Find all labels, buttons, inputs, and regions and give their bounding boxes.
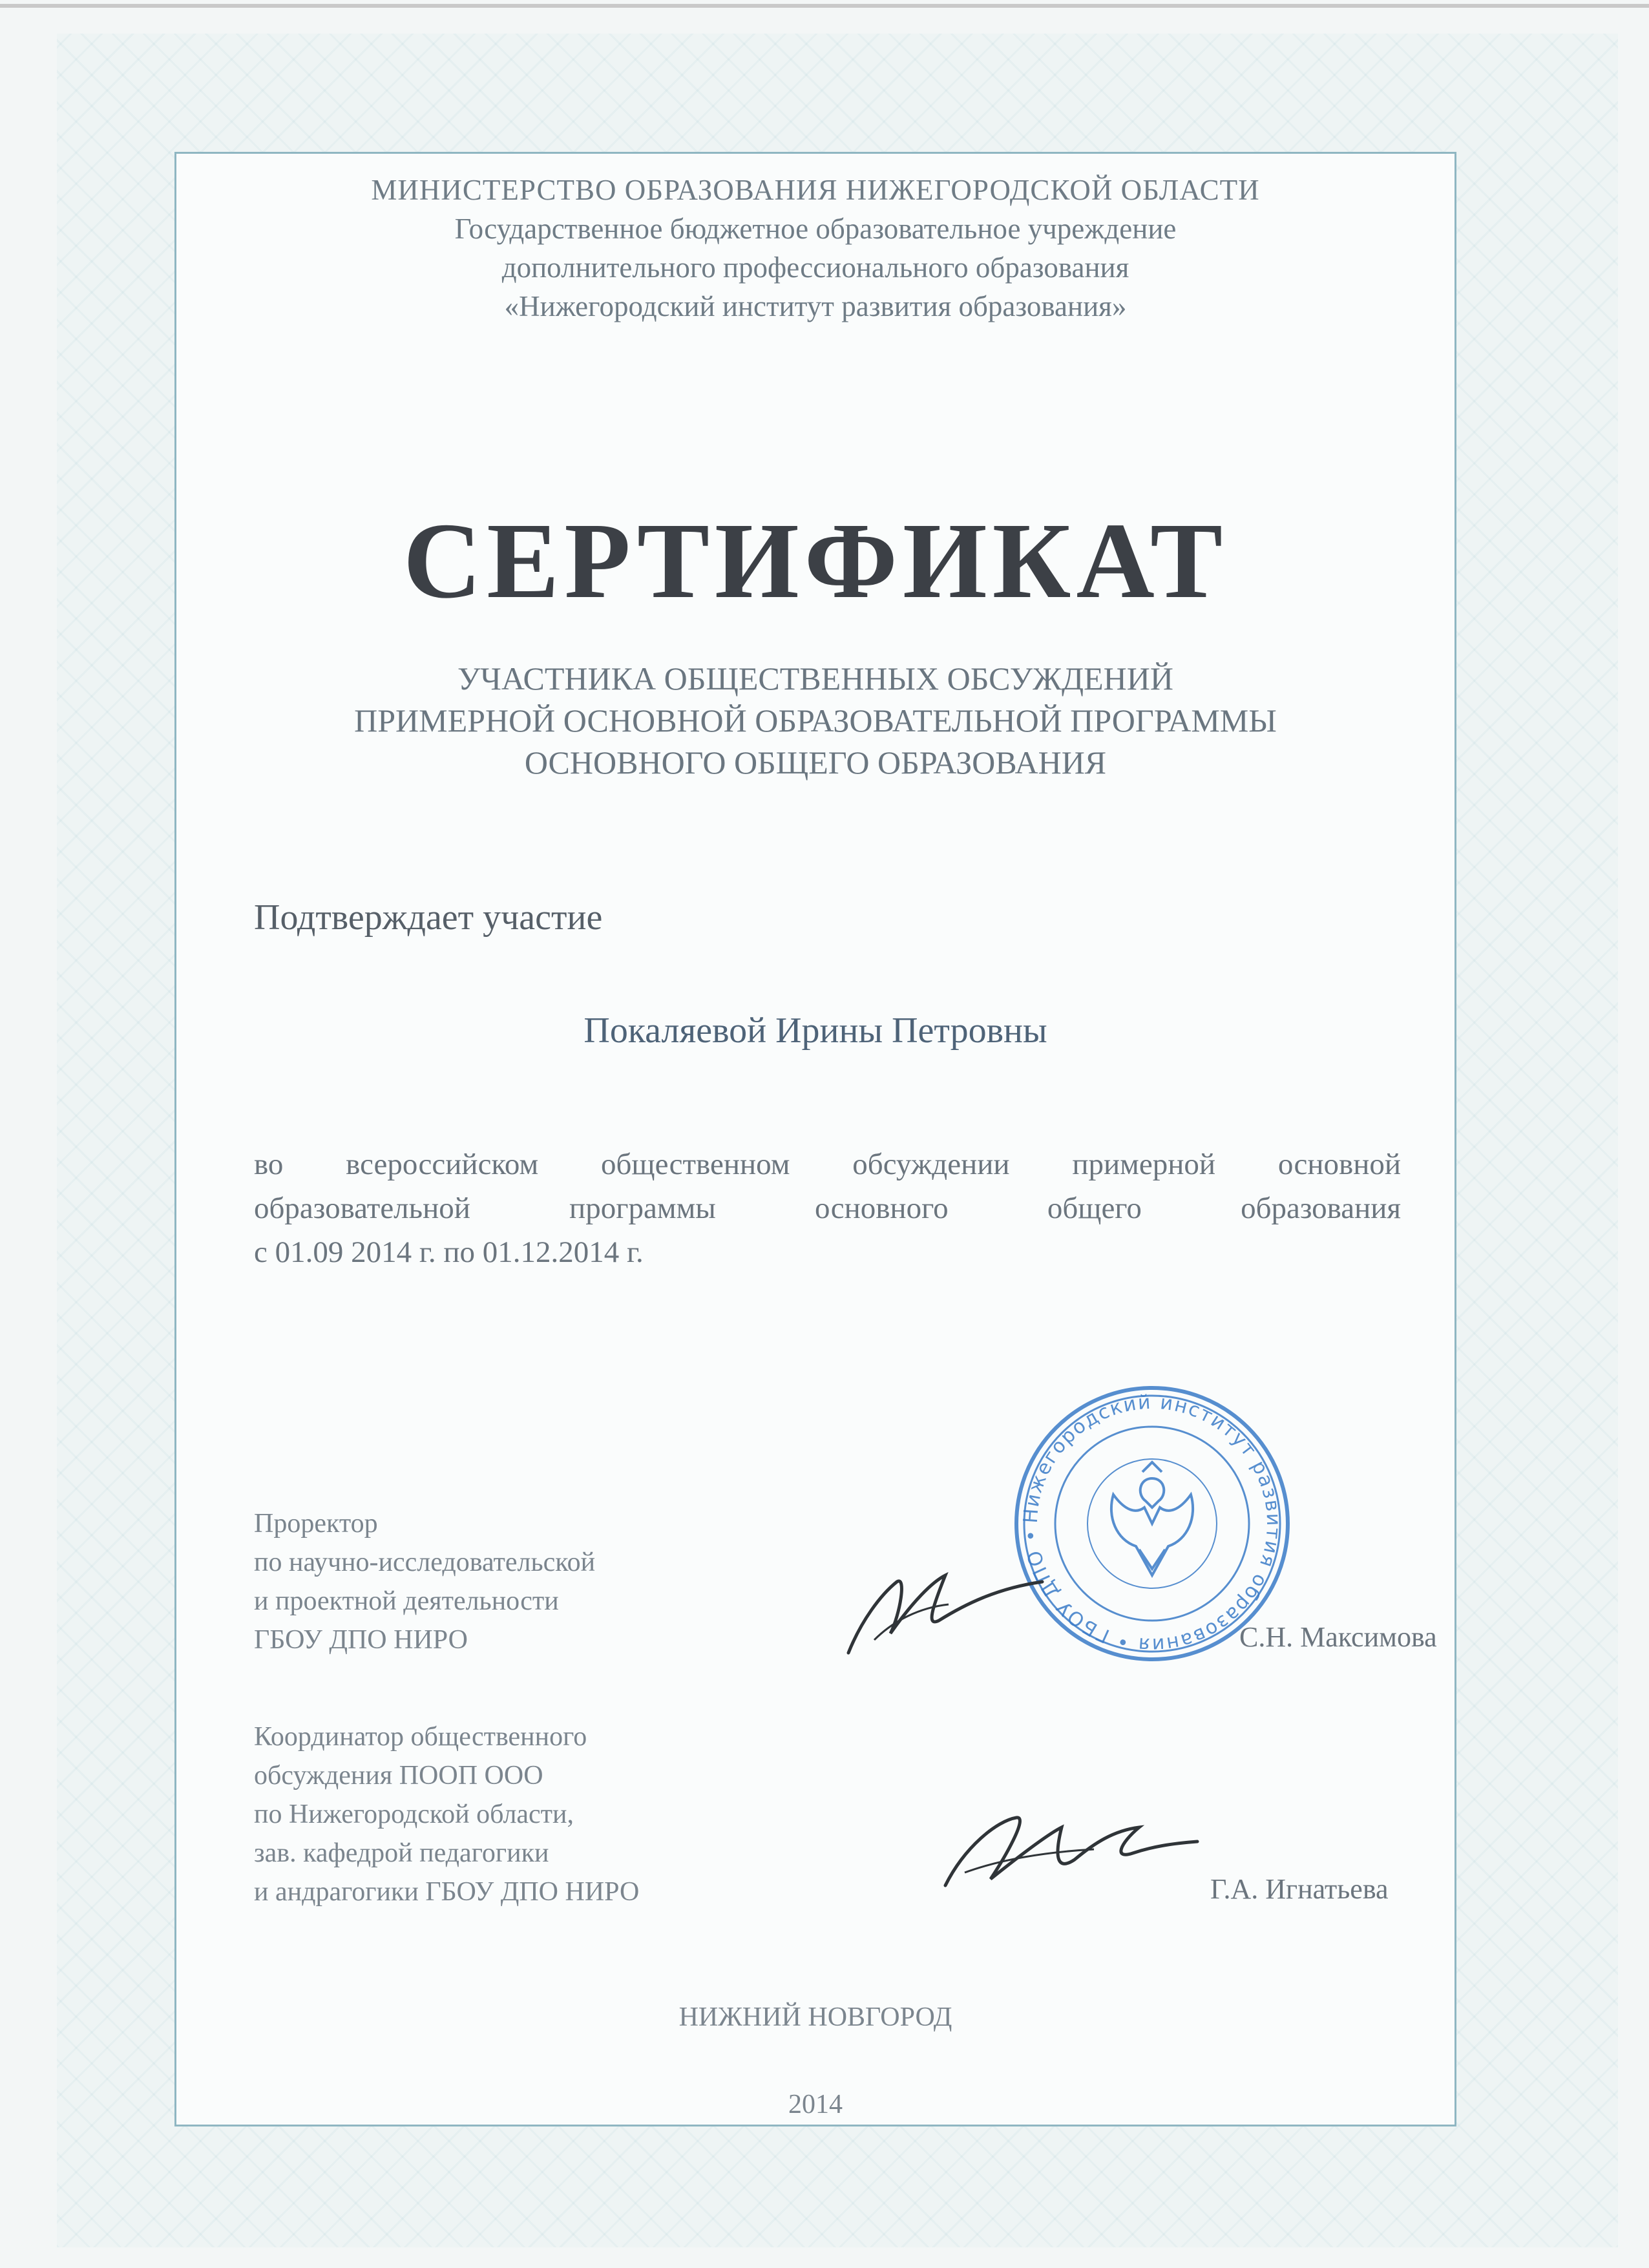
signer2-role-line-2: обсуждения ПООП ООО [254,1761,543,1790]
scan-edge-line [0,4,1649,8]
signer1-name: С.Н. Максимова [1239,1621,1437,1653]
subtitle-line-2: ПРИМЕРНОЙ ОСНОВНОЙ ОБРАЗОВАТЕЛЬНОЙ ПРОГРАММЫ [354,702,1277,739]
signer2-name: Г.А. Игнатьева [1210,1873,1389,1905]
seal-text: Нижегородский институт развития образования • ГБОУ ДПО • ОГРН • [1002,1364,1285,1657]
certificate-frame [174,152,1456,2126]
signer2-role-line-3: по Нижегородской области, [254,1800,574,1829]
institution-line-2: дополнительного профессионального образования [501,251,1129,284]
signer1-role-line-1: Проректор [254,1509,378,1538]
institution-line-1: Государственное бюджетное образовательное учреждение [454,213,1177,245]
signer2-role-line-4: зав. кафедрой педагогики [254,1838,549,1868]
signer1-role-line-3: и проектной деятельности [254,1586,559,1616]
signer2-role-line-5: и андрагогики ГБОУ ДПО НИРО [254,1877,640,1907]
signature-maksimova [835,1543,1068,1672]
confirm-text: Подтверждает участие [254,898,603,938]
signer1-role-line-2: по научно-исследовательской [254,1548,596,1577]
recipient-name: Покаляевой Ирины Петровны [583,1011,1047,1051]
paragraph-line-1: во всероссийском общественном обсуждении примерной основной [254,1148,1401,1181]
signer2-role-line-1: Координатор общественного [254,1722,587,1752]
footer-city: НИЖНИЙ НОВГОРОД [678,2002,952,2032]
paragraph-line-2: образовательной программы основного общего образования [254,1192,1401,1225]
ministry-name: МИНИСТЕРСТВО ОБРАЗОВАНИЯ НИЖЕГОРОДСКОЙ ОБЛАСТИ [371,174,1260,206]
footer-year: 2014 [788,2090,843,2119]
eagle-emblem-icon [1111,1462,1193,1575]
signer1-role-line-4: ГБОУ ДПО НИРО [254,1625,468,1655]
subtitle-line-1: УЧАСТНИКА ОБЩЕСТВЕННЫХ ОБСУЖДЕНИЙ [457,660,1173,697]
paragraph-line-3: с 01.09 2014 г. по 01.12.2014 г. [254,1235,644,1269]
certificate-title: СЕРТИФИКАТ [403,501,1228,621]
signature-ignatyeva [926,1782,1210,1911]
subtitle-line-3: ОСНОВНОГО ОБЩЕГО ОБРАЗОВАНИЯ [524,744,1107,781]
institution-line-3: «Нижегородский институт развития образования» [504,290,1127,322]
